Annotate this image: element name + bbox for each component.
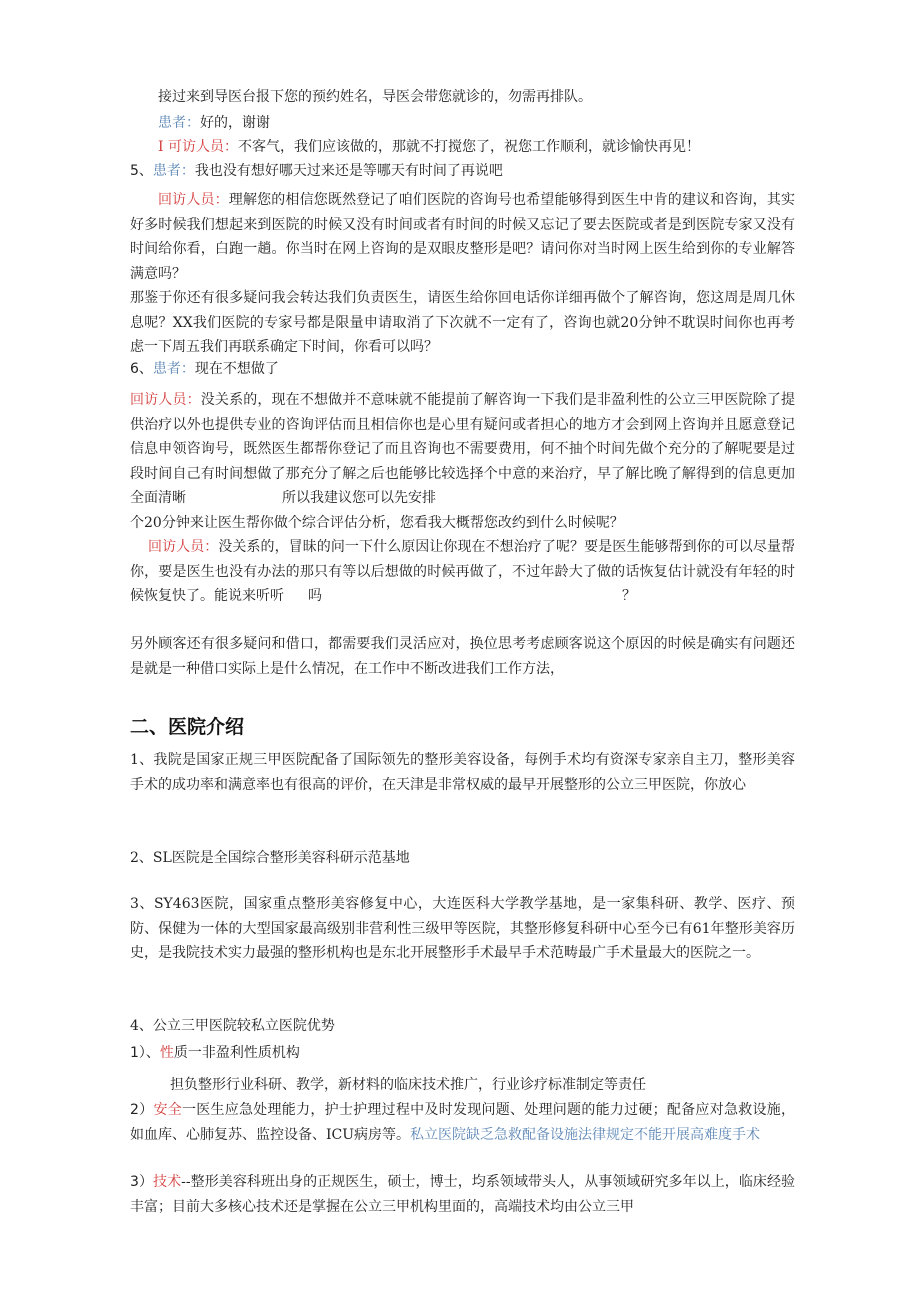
speaker-label: 患者： — [152, 361, 195, 377]
intro-item-2: 2、SL医院是全国综合整形美容科研示范基地 — [130, 850, 410, 866]
dialogue-item-5: 5、患者：我也没有想好哪天过来还是等哪天有时间了再说吧 — [130, 163, 503, 179]
paragraph-followup-5: 那鉴于你还有很多疑问我会转达我们负责医生，请医生给你回电话你详细再做个了解咨询，您这周是周几休息呢？XX我们医院的专家号都是限量申请取消了下次就不一定有了，咨询也就20分钟不耽误时间你也再考虑一下周五我们再联系确定下时间，你看可以吗？ — [130, 290, 795, 355]
speaker-label: I 可访人员： — [158, 139, 238, 155]
advantage-1: 1）、性质一非盈利性质机构 — [130, 1045, 300, 1061]
dialogue-line-guide: 接过来到导医台报下您的预约姓名，导医会带您就诊的，勿需再排队。 — [158, 89, 592, 105]
section-heading: 二、医院介绍 — [130, 716, 245, 738]
speaker-label: 回访人员： — [130, 392, 201, 408]
paragraph-visitor-reply-6b: 回访人员：没关系的，冒昧的问一下什么原因让你现在不想治疗了呢？要是医生能够帮到你的可以尽量帮你，要是医生也没有办法的那只有等以后想做的时候再做了，不过年龄大了做的话恢复估计就没有年轻的时候恢复快了。能说来听听 吗 ？ — [130, 539, 796, 604]
paragraph-visitor-reply-6a: 回访人员：没关系的，现在不想做并不意味就不能提前了解咨询一下我们是非盈利性的公立三甲医院除了提供治疗以外也提供专业的咨询评估而且相信你也是心里有疑问或者担心的地方才会到网上咨询并且愿意登记信息申领咨询号，既然医生都帮你登记了而且咨询也不需要费用，何不抽个时间先做个充分的了解呢要是过段时间自己有时间想做了那充分了解之后也能够比较选择个中意的来治疗，早了解比晚了解得到的信息更加全面清晰 所以我建议您可以先安排 个20分钟来让医生帮你做个综合评估分析，您看我大概帮您改约到什么时候呢？ — [130, 392, 796, 531]
paragraph-visitor-reply-5: 回访人员：理解您的相信您既然登记了咱们医院的咨询号也希望能够得到医生中肯的建议和咨询，其实好多时候我们想起来到医院的时候又没有时间或者有时间的时候又忘记了要去医院或者是到医院专家又没有时间给你看，白跑一趟。你当时在网上咨询的是双眼皮整形是吧？请问你对当时网上医生给到你的专业解答满意吗？ — [130, 192, 795, 282]
speaker-label: 回访人员： — [158, 192, 229, 208]
intro-item-3: 3、SY463医院，国家重点整形美容修复中心，大连医科大学教学基地，是一家集科研、教学、医疗、预防、保健为一体的大型国家最高级别非营利性三级甲等医院，其整形修复科研中心至今已有61年整形美容历史，是我院技术实力最强的整形机构也是东北开展整形手术最早手术范畴最广手术量最大的医院之一。 — [130, 896, 795, 961]
dialogue-line-patient-thanks: 患者：好的，谢谢 — [158, 115, 270, 131]
dialogue-item-6: 6、患者：现在不想做了 — [130, 361, 279, 377]
intro-item-1: 1、我院是国家正规三甲医院配备了国际领先的整形美容设备，每例手术均有资深专家亲自主刀，整形美容手术的成功率和满意率也有很高的评价，在天津是非常权威的最早开展整形的公立三甲医院，你放心 — [130, 752, 795, 793]
speaker-label: 患者： — [152, 163, 195, 179]
speaker-label: 回访人员： — [148, 539, 219, 555]
dialogue-line-visitor-farewell: I 可访人员：不客气，我们应该做的，那就不打搅您了，祝您工作顺利，就诊愉快再见！ — [158, 139, 700, 155]
intro-item-4: 4、公立三甲医院较私立医院优势 — [130, 1018, 335, 1034]
paragraph-summary: 另外顾客还有很多疑问和借口，都需要我们灵活应对，换位思考考虑顾客说这个原因的时候是确实有问题还是就是一种借口实际上是什么情况，在工作中不断改进我们工作方法， — [130, 636, 795, 677]
speaker-label: 患者： — [158, 115, 200, 131]
advantage-2: 2）安全一医生应急处理能力，护士护理过程中及时发现问题、处理问题的能力过硬；配备应对急救设施，如血库、心肺复苏、监控设备、ICU病房等。私立医院缺乏急救配备设施法律规定不能开展高难度手术 — [130, 1102, 795, 1143]
advantage-3: 3）技术--整形美容科班出身的正规医生，硕士，博士，均系领域带头人，从事领域研究多年以上，临床经验丰富；目前大多核心技术还是掌握在公立三甲机构里面的，高端技术均由公立三甲 — [130, 1174, 796, 1215]
advantage-1-detail: 担负整形行业科研、教学，新材料的临床技术推广，行业诊疗标准制定等责任 — [170, 1077, 646, 1093]
